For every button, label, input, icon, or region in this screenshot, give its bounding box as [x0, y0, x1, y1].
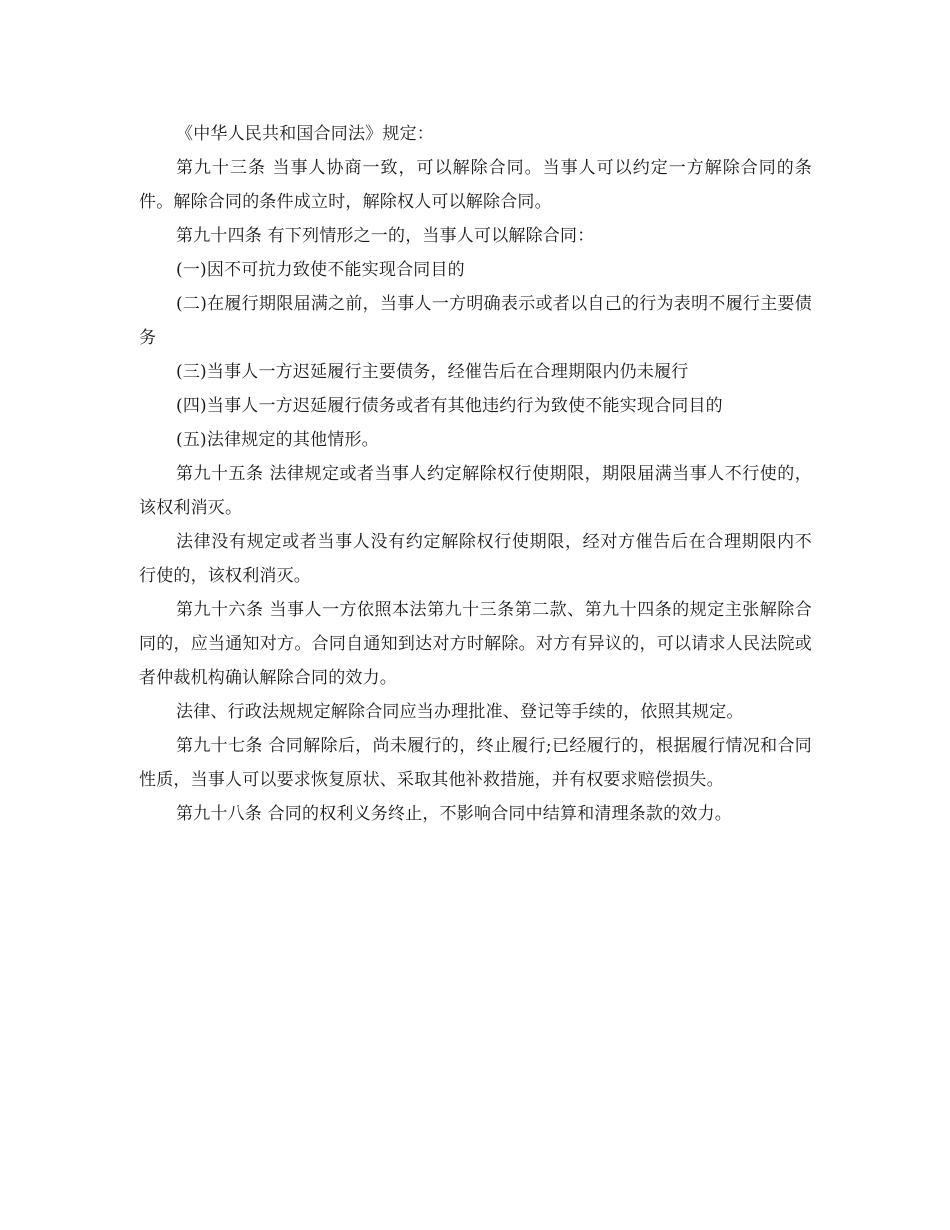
article-94-item-4: (四)当事人一方迟延履行债务或者有其他违约行为致使不能实现合同目的	[176, 396, 723, 416]
article-94-item-5: (五)法律规定的其他情形。	[176, 430, 379, 450]
article-94-item-2: (二)在履行期限届满之前，当事人一方明确表示或者以自己的行为表明不履行主要债务	[139, 294, 812, 348]
article-94-paragraph: 第九十四条 有下列情形之一的，当事人可以解除合同：	[176, 226, 595, 246]
article-96-paragraph: 第九十六条 当事人一方依照本法第九十三条第二款、第九十四条的规定主张解除合同的，应当通知对方。合同自通知到达对方时解除。对方有异议的，可以请求人民法院或者仲裁机构确认解除合同的效力。	[139, 600, 812, 688]
article-94-item-3: (三)当事人一方迟延履行主要债务，经催告后在合理期限内仍未履行	[176, 362, 689, 382]
article-95-paragraph: 第九十五条 法律规定或者当事人约定解除权行使期限，期限届满当事人不行使的，该权利消灭。	[139, 464, 812, 518]
article-96-second-paragraph: 法律、行政法规规定解除合同应当办理批准、登记等手续的，依照其规定。	[176, 702, 744, 722]
article-93-paragraph: 第九十三条 当事人协商一致，可以解除合同。当事人可以约定一方解除合同的条件。解除合同的条件成立时，解除权人可以解除合同。	[139, 158, 812, 212]
article-95-second-paragraph: 法律没有规定或者当事人没有约定解除权行使期限，经对方催告后在合理期限内不行使的，该权利消灭。	[139, 532, 812, 586]
intro-paragraph: 《中华人民共和国合同法》规定：	[176, 124, 434, 144]
article-94-item-1: (一)因不可抗力致使不能实现合同目的	[176, 260, 465, 280]
article-97-paragraph: 第九十七条 合同解除后，尚未履行的，终止履行;已经履行的，根据履行情况和合同性质，当事人可以要求恢复原状、采取其他补救措施，并有权要求赔偿损失。	[139, 736, 812, 790]
article-98-paragraph: 第九十八条 合同的权利义务终止，不影响合同中结算和清理条款的效力。	[176, 804, 733, 824]
